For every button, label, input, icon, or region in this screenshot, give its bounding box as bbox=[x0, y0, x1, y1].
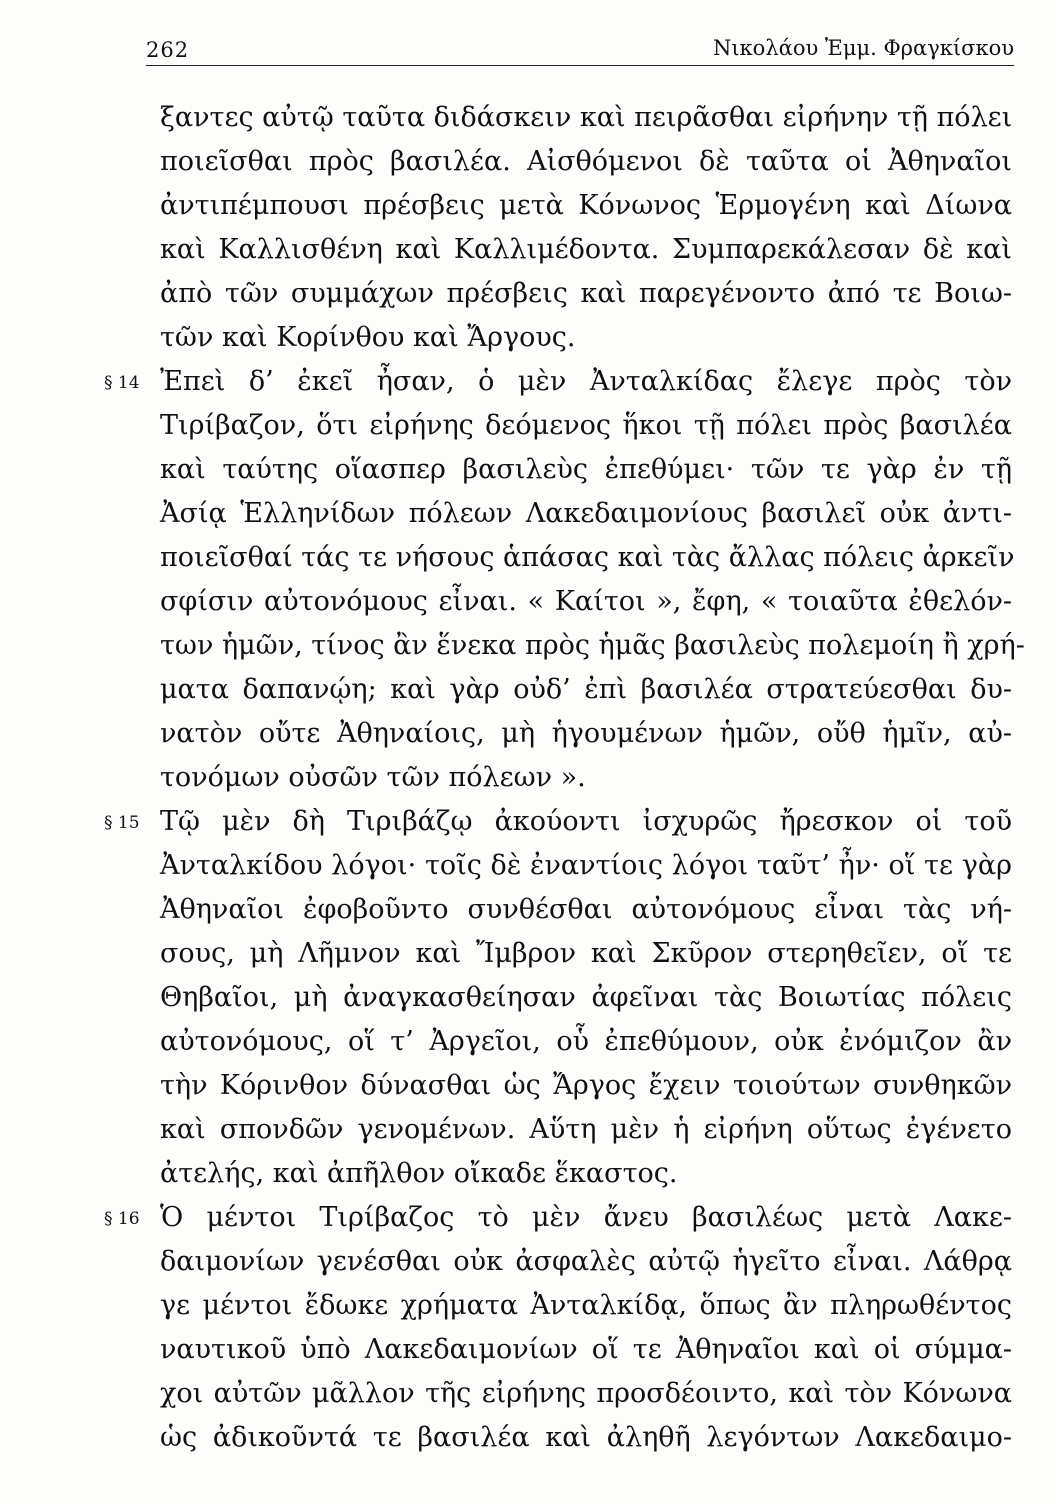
text-line: καὶ Καλλισθένη καὶ Καλλιμέδοντα. Συμπαρεκάλεσαν δὲ καὶ bbox=[160, 234, 1012, 265]
text-line: γε μέντοι ἔδωκε χρήματα Ἀνταλκίδᾳ, ὅπως ἂν πληρωθέντος bbox=[160, 1290, 1012, 1321]
text-line: σους, μὴ Λῆμνον καὶ Ἴμβρον καὶ Σκῦρον στερηθεῖεν, οἵ τε bbox=[160, 938, 1012, 969]
text-line: των ἡμῶν, τίνος ἂν ἕνεκα πρὸς ἡμᾶς βασιλεὺς πολεμοίη ἢ χρή- bbox=[160, 630, 1025, 661]
text-line: καὶ σπονδῶν γενομένων. Αὕτη μὲν ἡ εἰρήνη οὕτως ἐγένετο bbox=[160, 1114, 1012, 1145]
section-mark: § 16 bbox=[104, 1209, 140, 1229]
section-mark: § 14 bbox=[104, 373, 140, 393]
text-line: ματα δαπανῴη; καὶ γὰρ οὐδ’ ἐπὶ βασιλέα στρατεύεσθαι δυ- bbox=[160, 674, 1012, 705]
text-line: ποιεῖσθαί τάς τε νήσους ἁπάσας καὶ τὰς ἄλλας πόλεις ἀρκεῖν bbox=[160, 542, 1015, 573]
text-line: τονόμων οὐσῶν τῶν πόλεων ». bbox=[160, 762, 586, 793]
text-line: καὶ ταύτης οἵασπερ βασιλεὺς ἐπεθύμει· τῶν τε γὰρ ἐν τῇ bbox=[160, 454, 1012, 485]
text-line: ποιεῖσθαι πρὸς βασιλέα. Αἰσθόμενοι δὲ ταῦτα οἱ Ἀθηναῖοι bbox=[160, 146, 1012, 177]
text-line: ἀτελής, καὶ ἀπῆλθον οἴκαδε ἕκαστος. bbox=[160, 1158, 678, 1189]
page-number: 262 bbox=[146, 38, 190, 62]
text-line: χοι αὐτῶν μᾶλλον τῆς εἰρήνης προσδέοιντο, καὶ τὸν Κόνωνα bbox=[160, 1378, 1012, 1409]
text-line: ναυτικοῦ ὑπὸ Λακεδαιμονίων οἵ τε Ἀθηναῖοι καὶ οἱ σύμμα- bbox=[160, 1334, 1012, 1365]
page-header bbox=[146, 30, 1014, 66]
text-line: Τιρίβαζον, ὅτι εἰρήνης δεόμενος ἥκοι τῇ πόλει πρὸς βασιλέα bbox=[160, 410, 1012, 441]
running-title: Νικολάου Ἐμμ. Φραγκίσκου bbox=[712, 36, 1014, 60]
text-line: Τῷ μὲν δὴ Τιριβάζῳ ἀκούοντι ἰσχυρῶς ἤρεσκον οἱ τοῦ bbox=[160, 806, 1012, 837]
text-line: αὐτονόμους, οἵ τ’ Ἀργεῖοι, οὗ ἐπεθύμουν, οὐκ ἐνόμιζον ἂν bbox=[160, 1026, 1012, 1057]
text-line: δαιμονίων γενέσθαι οὐκ ἀσφαλὲς αὐτῷ ἡγεῖτο εἶναι. Λάθρᾳ bbox=[160, 1246, 1012, 1277]
text-line: Ὁ μέντοι Τιρίβαζος τὸ μὲν ἄνευ βασιλέως μετὰ Λακε- bbox=[160, 1202, 1012, 1233]
text-line: ὡς ἀδικοῦντά τε βασιλέα καὶ ἀληθῆ λεγόντων Λακεδαιμο- bbox=[160, 1422, 1012, 1453]
text-line: Ἀσίᾳ Ἑλληνίδων πόλεων Λακεδαιμονίους βασιλεῖ οὐκ ἀντι- bbox=[160, 498, 1012, 529]
text-line: τῶν καὶ Κορίνθου καὶ Ἄργους. bbox=[160, 322, 576, 353]
text-line: Ἀνταλκίδου λόγοι· τοῖς δὲ ἐναντίοις λόγοι ταῦτ’ ἦν· οἵ τε γὰρ bbox=[160, 850, 1012, 881]
text-line: νατὸν οὔτε Ἀθηναίοις, μὴ ἡγουμένων ἡμῶν, οὔθ ἡμῖν, αὐ- bbox=[160, 718, 1012, 749]
header-rule bbox=[146, 65, 1014, 66]
text-line: Ἐπεὶ δ’ ἐκεῖ ἦσαν, ὁ μὲν Ἀνταλκίδας ἔλεγε πρὸς τὸν bbox=[160, 366, 1012, 397]
text-line: τὴν Κόρινθον δύνασθαι ὡς Ἄργος ἔχειν τοιούτων συνθηκῶν bbox=[160, 1070, 1012, 1101]
section-mark: § 15 bbox=[104, 813, 140, 833]
text-line: Θηβαῖοι, μὴ ἀναγκασθείησαν ἀφεῖναι τὰς Βοιωτίας πόλεις bbox=[160, 982, 1012, 1013]
text-line: ξαντες αὐτῷ ταῦτα διδάσκειν καὶ πειρᾶσθαι εἰρήνην τῇ πόλει bbox=[160, 102, 1013, 133]
text-line: σφίσιν αὐτονόμους εἶναι. « Καίτοι », ἔφη, « τοιαῦτα ἐθελόν- bbox=[160, 586, 1012, 617]
text-line: ἀντιπέμπουσι πρέσβεις μετὰ Κόνωνος Ἑρμογένη καὶ Δίωνα bbox=[160, 190, 1012, 221]
text-line: Ἀθηναῖοι ἐφοβοῦντο συνθέσθαι αὐτονόμους εἶναι τὰς νή- bbox=[160, 894, 1012, 925]
text-line: ἀπὸ τῶν συμμάχων πρέσβεις καὶ παρεγένοντο ἀπό τε Βοιω- bbox=[160, 278, 1012, 309]
